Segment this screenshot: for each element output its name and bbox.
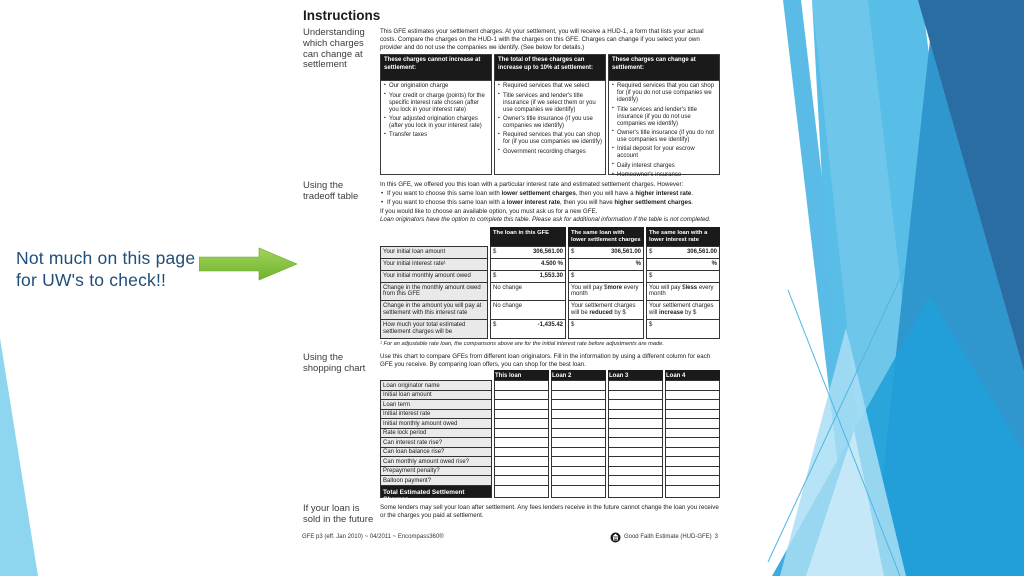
table-header-cell: The same loan with lower settlement charges — [568, 227, 644, 247]
table-row — [380, 282, 720, 302]
table-cell: $ — [646, 319, 720, 339]
arrow-right-icon — [199, 246, 299, 282]
row-label: Initial monthly amount owed — [380, 418, 492, 429]
dollar-sign: $ — [493, 322, 497, 329]
list-item: ▪ Your adjusted origination charges (after you lock in your interest rate) — [383, 116, 489, 130]
section-label: Using the tradeoff table — [303, 180, 359, 203]
list-item: ▪ Required services that you can shop for (if you do not use companies we identify) — [611, 83, 717, 104]
text: If you want to choose this same loan with — [387, 190, 502, 197]
section-body — [380, 28, 720, 179]
column-header: These charges can change at settlement: — [609, 55, 719, 80]
table-header-cell: Loan 3 — [608, 370, 663, 381]
column-header: These charges cannot increase at settlement: — [381, 55, 491, 80]
section-sold — [300, 504, 720, 526]
table-cell — [490, 319, 566, 339]
table-cell-empty — [608, 485, 663, 498]
section-body — [380, 352, 720, 503]
table-header-cell: The loan in this GFE — [490, 227, 566, 247]
list-item: ▪ Required services that we select — [497, 83, 603, 90]
table-cell-empty — [551, 485, 606, 498]
row-label: Loan term — [380, 399, 492, 410]
text-bold: lower settlement charges — [501, 190, 576, 197]
table-cell: $ — [568, 270, 644, 283]
section-label: Using the shopping chart — [303, 351, 366, 374]
section-label: Understanding which charges can change at settlement — [303, 27, 365, 71]
text: Your settlement charges will — [649, 303, 714, 317]
column-items — [381, 80, 491, 174]
table-row — [380, 300, 720, 320]
dollar-sign: $ — [493, 272, 497, 279]
table-cell: $ — [568, 319, 644, 339]
sold-text: Some lenders may sell your loan after settlement. Any fees lenders receive in the future cannot change the loan you receive or the charges you paid at settlement. — [380, 503, 719, 519]
text-bold: more — [607, 284, 623, 291]
doc-footer — [300, 532, 720, 543]
table-cell: No change — [490, 300, 566, 320]
row-label: Can interest rate rise? — [380, 437, 492, 448]
dollar-sign: $ — [493, 248, 497, 255]
doc-title: Instructions — [303, 8, 381, 23]
footer-right-text: Good Faith Estimate (HUD-GFE) — [623, 534, 712, 541]
text-bold: increase — [659, 310, 684, 317]
tradeoff-intro: In this GFE, we offered you this loan with a particular interest rate and estimated settlement charges. However: — [380, 181, 684, 189]
tradeoff-bullet — [380, 190, 720, 198]
table-cell — [568, 282, 644, 302]
tradeoff-table — [380, 227, 720, 347]
row-label: Initial loan amount — [380, 390, 492, 401]
column-items — [609, 80, 719, 179]
amount: 306,561.00 — [532, 248, 563, 255]
text: If you want to choose this same loan with a — [387, 198, 507, 206]
table-total-row — [380, 485, 720, 503]
intro-paragraph: This GFE estimates your settlement charges. At your settlement, you will receive a HUD-1, a form that lists your actual costs. Compare the charges on the HUD-1 with the charges on this GFE. Charges can change if you select your own provider and do not use the companies we identify. (See below for details.) — [380, 28, 704, 51]
column-items — [495, 80, 605, 174]
row-label: Loan originator name — [380, 380, 492, 391]
table-cell: $ — [646, 270, 720, 283]
list-item: ▪ Owner's title insurance (if you use companies we identify) — [497, 116, 603, 130]
list-item: ▪ Title services and lender's title insurance (if you do not use companies we identify) — [611, 107, 717, 128]
table-header-cell: Loan 2 — [551, 370, 606, 381]
row-label: Rate lock period — [380, 428, 492, 439]
text: . — [691, 198, 694, 206]
row-label: Initial interest rate — [380, 409, 492, 420]
footer-right — [610, 532, 718, 543]
charges-column-increase-10pct — [494, 54, 606, 175]
dollar-sign: $ — [571, 248, 575, 255]
row-label: Can loan balance rise? — [380, 447, 492, 458]
text: every month — [571, 284, 639, 298]
text-bold: higher settlement charges — [614, 198, 692, 206]
row-label: Your initial loan amount — [380, 246, 488, 259]
amount: 306,561.00 — [610, 248, 641, 255]
list-item: ▪ Government recording charges — [497, 149, 603, 156]
row-label: Change in the monthly amount owed from this GFE — [380, 282, 488, 302]
text-bold: higher interest rate — [635, 190, 692, 197]
dollar-sign: $ — [649, 248, 653, 255]
text: , then you will have a — [575, 190, 636, 197]
text-bold: reduced — [589, 310, 613, 317]
row-label: Can monthly amount owed rise? — [380, 456, 492, 467]
table-cell — [646, 282, 720, 302]
table-cell-empty — [494, 485, 549, 498]
list-item: ▪ Homeowner's insurance — [611, 172, 717, 179]
text-bold: lower interest rate — [506, 198, 561, 206]
section-shopping — [300, 351, 720, 503]
table-header-cell: The same loan with a lower interest rate — [646, 227, 720, 247]
text: , then you will have — [560, 198, 615, 206]
table-header-cell: This loan — [494, 370, 549, 381]
tradeoff-bullet — [380, 199, 720, 207]
text: . — [691, 190, 694, 197]
table-cell: % — [568, 258, 644, 271]
table-cell: No change — [490, 282, 566, 302]
table-cell — [568, 300, 644, 320]
table-cell — [646, 300, 720, 320]
text-bold: less — [685, 284, 698, 291]
row-label: Prepayment penalty? — [380, 466, 492, 477]
list-item: ▪ Your credit or charge (points) for the specific interest rate chosen (after you lock in your interest rate) — [383, 93, 489, 114]
row-label: Your initial interest rate¹ — [380, 258, 488, 271]
list-item: ▪ Daily interest charges — [611, 163, 717, 170]
row-label: Change in the amount you will pay at settlement with this interest rate — [380, 300, 488, 320]
section-body — [380, 504, 720, 523]
text: You will pay $ — [649, 284, 686, 291]
equal-housing-logo-icon — [610, 532, 621, 543]
list-item: ▪ Required services that you can shop for (if you use companies we identify) — [497, 132, 603, 146]
text: by $ — [612, 310, 626, 317]
section-body — [380, 181, 720, 347]
list-item: ▪ Owner's title insurance (if you do not use companies we identify) — [611, 130, 717, 144]
shopping-intro: Use this chart to compare GFEs from different loan originators. Fill in the information by using a different column for each GFE you receive. By comparing loan offers, you can shop for the best loan. — [380, 352, 711, 368]
footer-left-text: GFE p3 (eff. Jan 2010) ~ 04/2011 ~ Encompass360® — [302, 534, 444, 541]
table-header-row — [380, 227, 720, 247]
table-footnote: ¹ For an adjustable rate loan, the comparisons above are for the initial interest rate before adjustments are made. — [380, 340, 664, 347]
amount: 1,553.30 — [539, 272, 563, 279]
list-item: ▪ Transfer taxes — [383, 132, 489, 139]
text: Your settlement charges will be — [571, 303, 636, 317]
list-item: ▪ Our origination charge — [383, 83, 489, 90]
tradeoff-line-italic: Loan originators have the option to complete this table. Please ask for additional information if the table is not completed. — [380, 216, 711, 224]
amount: -1,435.42 — [537, 322, 563, 329]
text: You will pay $ — [571, 284, 608, 291]
row-label: Balloon payment? — [380, 475, 492, 486]
amount: 306,561.00 — [686, 248, 717, 255]
table-cell-empty — [380, 227, 488, 247]
list-item: ▪ Title services and lender's title insurance (if we select them or you use companies we identify) — [497, 93, 603, 114]
table-cell-empty — [665, 485, 720, 498]
charges-column-can-change — [608, 54, 720, 179]
section-label: If your loan is sold in the future — [303, 502, 374, 525]
total-label: Total Estimated Settlement Charges — [380, 485, 492, 498]
text: every month — [649, 284, 714, 298]
table-row — [380, 319, 720, 339]
table-cell: 4.500 % — [490, 258, 566, 271]
row-label: Your initial monthly amount owed — [380, 270, 488, 283]
annotation-text: Not much on this page for UW's to check!! — [16, 248, 196, 290]
section-tradeoff — [300, 181, 720, 347]
table-header-cell: Loan 4 — [665, 370, 720, 381]
footer-page-number: 3 — [714, 534, 718, 541]
row-label: How much your total estimated settlement charges will be — [380, 319, 488, 339]
list-item: ▪ Initial deposit for your escrow account — [611, 146, 717, 160]
text: by $ — [683, 310, 697, 317]
table-cell: % — [646, 258, 720, 271]
tradeoff-line: If you would like to choose an available option, you must ask us for a new GFE. — [380, 207, 598, 215]
section-understanding — [300, 27, 720, 179]
gfe-document — [300, 6, 720, 543]
column-header: The total of these charges can increase up to 10% at settlement: — [495, 55, 605, 80]
charges-column-cannot-increase — [380, 54, 492, 175]
charges-table — [380, 54, 720, 179]
shopping-table — [380, 370, 720, 503]
